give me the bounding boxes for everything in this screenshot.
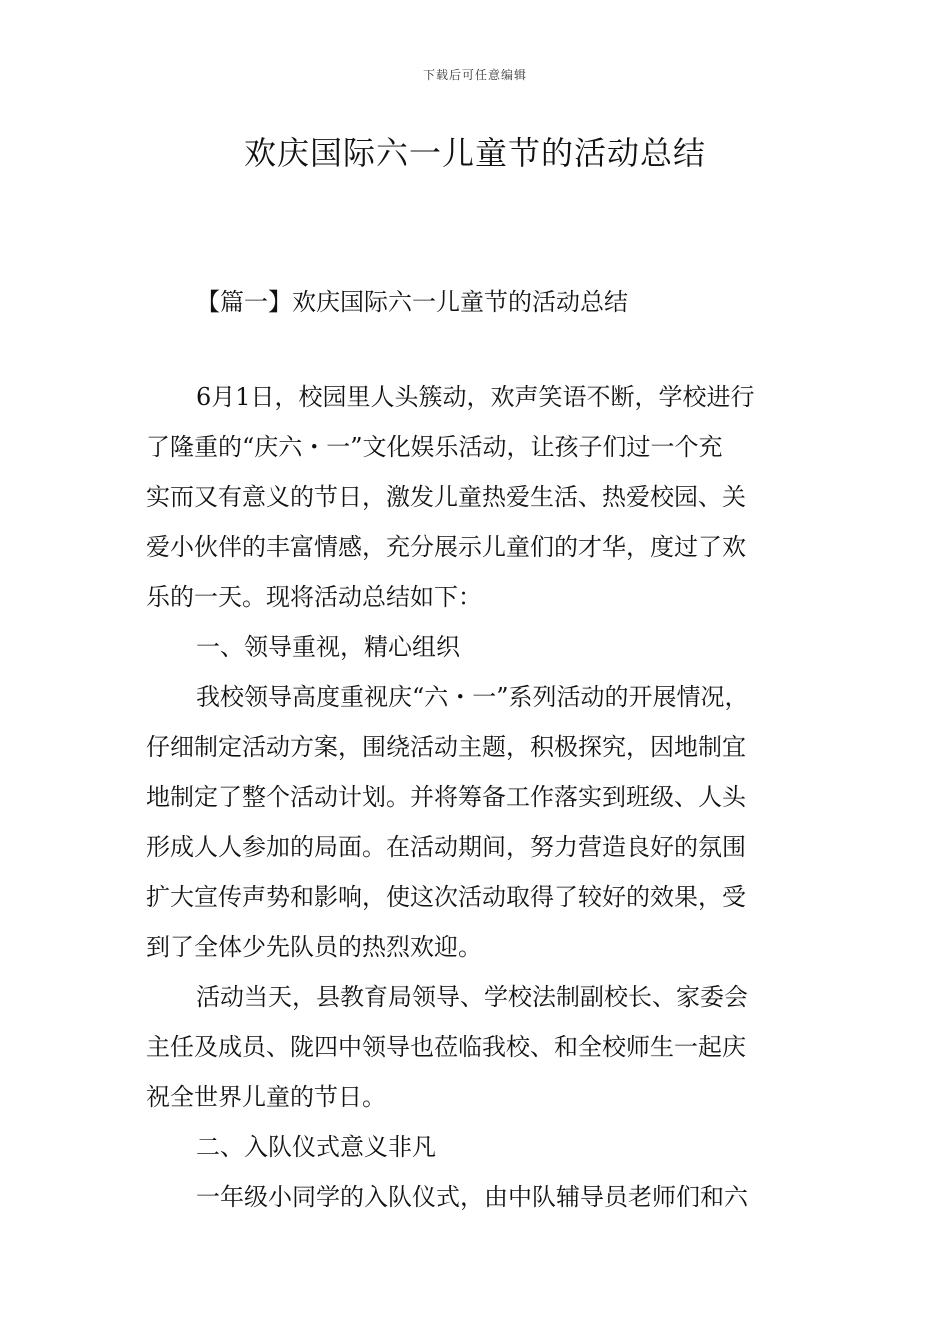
text-line: 扩大宣传声势和影响，使这次活动取得了较好的效果，受 xyxy=(146,883,746,911)
paragraph-induction xyxy=(146,1172,806,1222)
text-line: 一年级小同学的入队仪式，由中队辅导员老师们和六 xyxy=(196,1183,748,1211)
section-heading: 【篇一】欢庆国际六一儿童节的活动总结 xyxy=(196,288,628,316)
paragraph-intro xyxy=(146,372,806,622)
paragraph-leadership xyxy=(146,672,806,972)
text-line: 爱小伙伴的丰富情感，充分展示儿童们的才华，度过了欢 xyxy=(146,533,746,561)
text-line: 二、入队仪式意义非凡 xyxy=(196,1133,436,1161)
text-line: 到了全体少先队员的热烈欢迎。 xyxy=(146,933,482,961)
text-line: 乐的一天。现将活动总结如下： xyxy=(146,583,482,611)
paragraph-event-day xyxy=(146,972,806,1122)
document-body xyxy=(146,372,806,1222)
subheading-two xyxy=(146,1122,806,1172)
subheading-one xyxy=(146,622,806,672)
text-line: 我校领导高度重视庆“六・一”系列活动的开展情况， xyxy=(196,683,749,711)
text-line: 活动当天，县教育局领导、学校法制副校长、家委会 xyxy=(196,983,748,1011)
text-line: 地制定了整个活动计划。并将筹备工作落实到班级、人头 xyxy=(146,783,746,811)
text-line: 6月1日，校园里人头簇动，欢声笑语不断，学校进行 xyxy=(196,383,755,411)
text-line: 仔细制定活动方案，围绕活动主题，积极探究，因地制宜 xyxy=(146,733,746,761)
text-line: 了隆重的“庆六・一”文化娱乐活动，让孩子们过一个充 xyxy=(146,433,723,461)
header-note: 下载后可任意编辑 xyxy=(422,68,527,82)
text-line: 主任及成员、陇四中领导也莅临我校、和全校师生一起庆 xyxy=(146,1033,746,1061)
text-line: 实而又有意义的节日，激发儿童热爱生活、热爱校园、关 xyxy=(146,483,746,511)
text-line: 形成人人参加的局面。在活动期间，努力营造良好的氛围 xyxy=(146,833,746,861)
text-line: 一、领导重视，精心组织 xyxy=(196,633,460,661)
document-title: 欢庆国际六一儿童节的活动总结 xyxy=(243,134,706,172)
text-line: 祝全世界儿童的节日。 xyxy=(146,1083,386,1111)
